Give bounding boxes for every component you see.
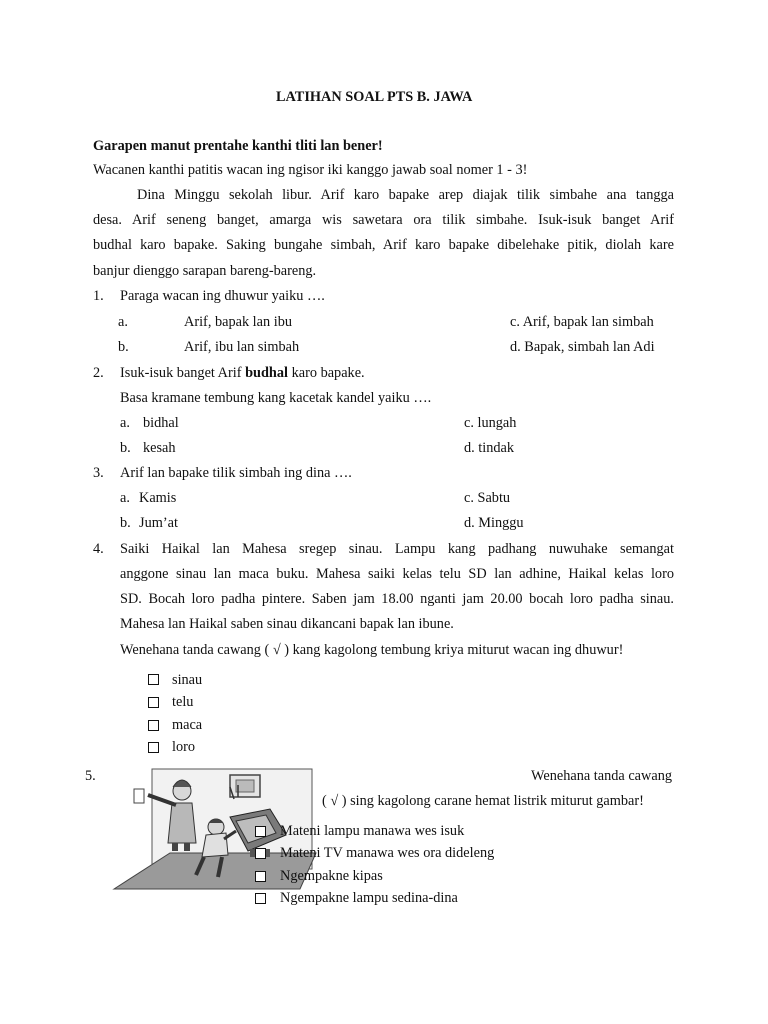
page-title: LATIHAN SOAL PTS B. JAWA (276, 89, 473, 105)
q5-checkbox-4[interactable] (255, 893, 266, 904)
q2-b-letter: b. (120, 440, 131, 456)
passage-line-4: banjur dienggo sarapan bareng-bareng. (93, 263, 317, 279)
q2-number: 2. (93, 365, 104, 381)
q2-text-post: karo bapake. (288, 365, 365, 381)
q5-option-3: Ngempakne kipas (280, 868, 383, 884)
q5-prompt-line2: ( √ ) sing kagolong carane hemat listrik miturut gambar! (322, 793, 644, 809)
passage-line-1: Dina Minggu sekolah libur. Arif karo bapake arep diajak tilik simbahe ana tangga (137, 187, 674, 203)
q1-a-letter: a. (118, 314, 128, 330)
q3-text: Arif lan bapake tilik simbah ing dina …. (120, 465, 352, 481)
q5-number: 5. (85, 768, 96, 784)
q4-checkbox-maca[interactable] (148, 720, 159, 731)
q5-option-2: Mateni TV manawa wes ora dideleng (280, 845, 495, 861)
q1-text: Paraga wacan ing dhuwur yaiku …. (120, 288, 325, 304)
q2-text (120, 364, 365, 382)
q5-option-4: Ngempakne lampu sedina-dina (280, 890, 458, 906)
q3-b-letter: b. (120, 515, 131, 531)
q2-option-a: bidhal (143, 415, 179, 431)
reading-intro: Wacanen kanthi patitis wacan ing ngisor iki kanggo jawab soal nomer 1 - 3! (93, 162, 528, 178)
q3-number: 3. (93, 465, 104, 481)
q5-checkbox-3[interactable] (255, 871, 266, 882)
q4-number: 4. (93, 541, 104, 557)
q5-checkbox-2[interactable] (255, 848, 266, 859)
instruction: Garapen manut prentahe kanthi tliti lan bener! (93, 138, 383, 154)
q4-line-1: Saiki Haikal lan Mahesa sregep sinau. Lampu kang padhang nuwuhake semangat (120, 541, 674, 557)
q3-a-letter: a. (120, 490, 130, 506)
q2-option-c: c. lungah (464, 415, 517, 431)
q4-option-sinau: sinau (172, 672, 203, 688)
q1-option-b: Arif, ibu lan simbah (184, 339, 300, 355)
q4-prompt: Wenehana tanda cawang ( √ ) kang kagolong tembung kriya miturut wacan ing dhuwur! (120, 642, 624, 658)
q5-checkbox-1[interactable] (255, 826, 266, 837)
q1-option-c: c. Arif, bapak lan simbah (510, 314, 654, 330)
q1-option-d: d. Bapak, simbah lan Adi (510, 339, 655, 355)
q4-option-maca: maca (172, 717, 203, 733)
passage-line-3: budhal karo bapake. Saking bungahe simbah, Arif karo bapake dibelehake pitik, diolah kare (93, 237, 674, 253)
q2-line2: Basa kramane tembung kang kacetak kandel yaiku …. (120, 390, 432, 406)
q5-option-1: Mateni lampu manawa wes isuk (280, 823, 465, 839)
q3-option-a: Kamis (139, 490, 177, 506)
q2-text-pre: Isuk-isuk banget Arif (120, 365, 246, 381)
q5-prompt-line1: Wenehana tanda cawang (531, 768, 672, 784)
q3-option-b: Jum’at (139, 515, 178, 531)
q3-option-c: c. Sabtu (464, 490, 511, 506)
q1-b-letter: b. (118, 339, 129, 355)
q2-a-letter: a. (120, 415, 130, 431)
passage-line-2: desa. Arif seneng banget, amarga wis sawetara ora tilik simbahe. Isuk-isuk banget Arif (93, 212, 674, 228)
q4-checkbox-sinau[interactable] (148, 674, 159, 685)
q4-option-loro: loro (172, 739, 196, 755)
q4-checkbox-loro[interactable] (148, 742, 159, 753)
q4-line-4: Mahesa lan Haikal saben sinau dikancani bapak lan ibune. (120, 616, 454, 632)
q4-checkbox-telu[interactable] (148, 697, 159, 708)
q2-option-d: d. tindak (464, 440, 515, 456)
q4-line-2: anggone sinau lan maca buku. Mahesa saiki kelas telu SD lan adhine, Haikal kelas loro (120, 566, 674, 582)
q2-text-bold: budhal (245, 365, 289, 381)
q4-option-telu: telu (172, 694, 194, 710)
q1-option-a: Arif, bapak lan ibu (184, 314, 292, 330)
q4-line-3: SD. Bocah loro padha pintere. Saben jam 18.00 nganti jam 20.00 bocah loro padha sinau. (120, 591, 674, 607)
q3-option-d: d. Minggu (464, 515, 524, 531)
q2-option-b: kesah (143, 440, 176, 456)
q1-number: 1. (93, 288, 104, 304)
